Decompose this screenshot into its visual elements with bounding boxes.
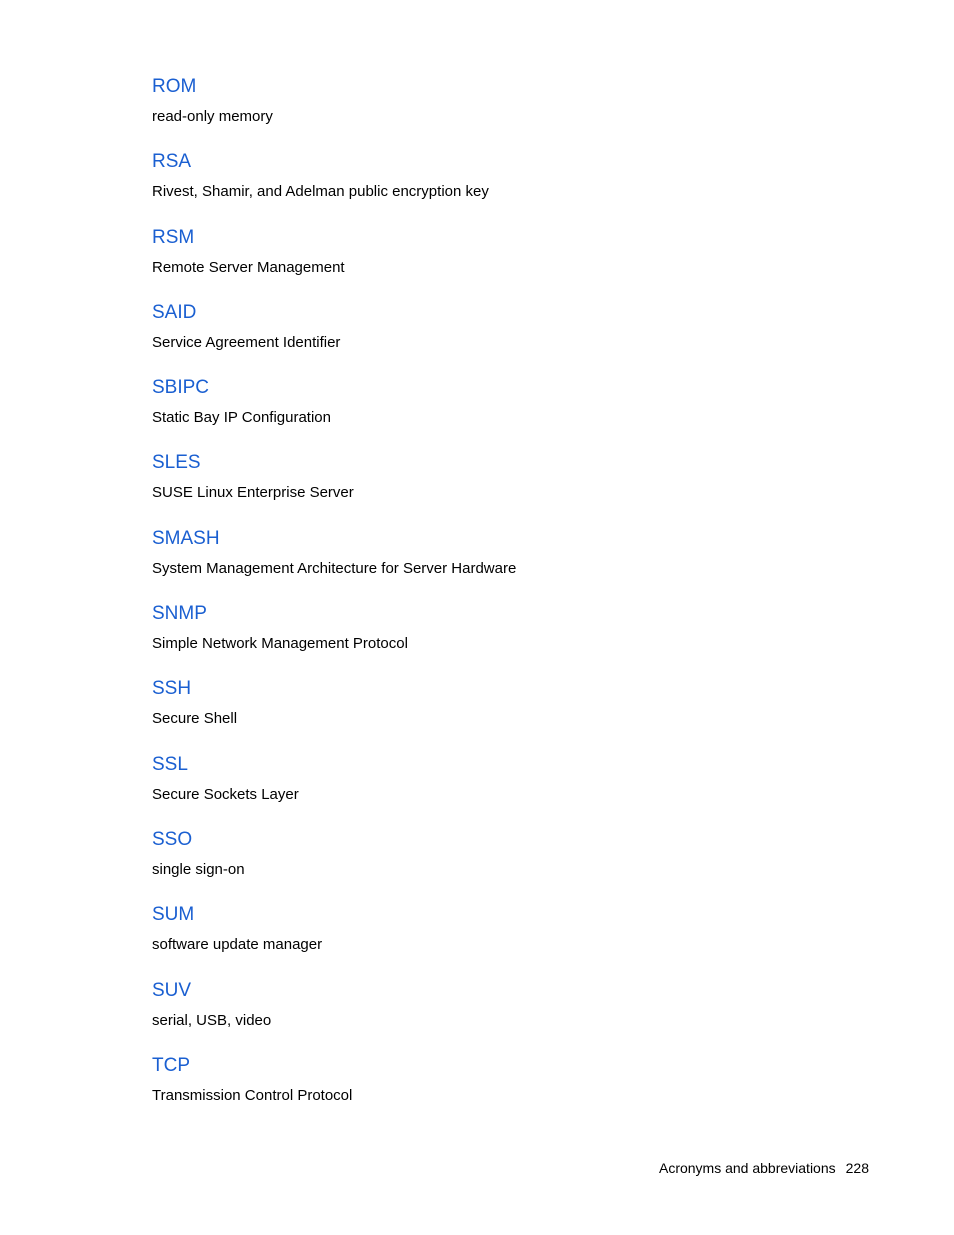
glossary-term[interactable]: SSL	[152, 753, 188, 775]
glossary-definition: Rivest, Shamir, and Adelman public encryption key	[152, 183, 489, 201]
glossary-entry	[152, 676, 852, 751]
glossary-definition: Service Agreement Identifier	[152, 333, 341, 351]
glossary-definition: Transmission Control Protocol	[152, 1086, 353, 1104]
glossary-entry	[152, 225, 852, 300]
glossary-term[interactable]: SUM	[152, 904, 195, 926]
glossary-entry	[152, 450, 852, 525]
glossary-entry	[152, 752, 852, 827]
glossary-entry	[152, 601, 852, 676]
glossary-definition: Secure Sockets Layer	[152, 785, 299, 803]
glossary-list	[152, 74, 852, 1128]
glossary-definition: read-only memory	[152, 108, 273, 125]
glossary-entry	[152, 1053, 852, 1128]
glossary-term[interactable]: SSO	[152, 828, 193, 850]
glossary-term[interactable]: SUV	[152, 979, 192, 1001]
glossary-definition: Static Bay IP Configuration	[152, 409, 331, 427]
glossary-term[interactable]: SLES	[152, 452, 201, 474]
glossary-entry	[152, 149, 852, 224]
glossary-entry	[152, 827, 852, 902]
glossary-term[interactable]: RSA	[152, 151, 192, 173]
footer-section-title: Acronyms and abbreviations	[658, 1160, 836, 1176]
glossary-entry	[152, 902, 852, 977]
glossary-term[interactable]: SMASH	[152, 527, 220, 549]
glossary-term[interactable]: SNMP	[152, 603, 207, 625]
glossary-entry	[152, 526, 852, 601]
glossary-entry	[152, 300, 852, 375]
glossary-definition: System Management Architecture for Server Hardware	[152, 559, 517, 577]
glossary-term[interactable]: ROM	[152, 76, 197, 97]
glossary-term[interactable]: RSM	[152, 226, 195, 248]
glossary-definition: SUSE Linux Enterprise Server	[152, 484, 354, 502]
glossary-term[interactable]: SSH	[152, 678, 192, 700]
glossary-definition: Remote Server Management	[152, 258, 345, 276]
glossary-definition: single sign-on	[152, 860, 245, 878]
glossary-term[interactable]: TCP	[152, 1054, 190, 1076]
glossary-entry	[152, 978, 852, 1053]
glossary-definition: Secure Shell	[152, 710, 238, 728]
glossary-entry	[152, 74, 852, 149]
glossary-term[interactable]: SBIPC	[152, 377, 210, 399]
glossary-definition: Simple Network Management Protocol	[152, 635, 408, 653]
glossary-definition: serial, USB, video	[152, 1011, 272, 1029]
page-number: 228	[845, 1160, 869, 1176]
glossary-entry	[152, 375, 852, 450]
glossary-term[interactable]: SAID	[152, 301, 197, 323]
glossary-definition: software update manager	[152, 936, 323, 954]
page-footer	[659, 1158, 869, 1178]
